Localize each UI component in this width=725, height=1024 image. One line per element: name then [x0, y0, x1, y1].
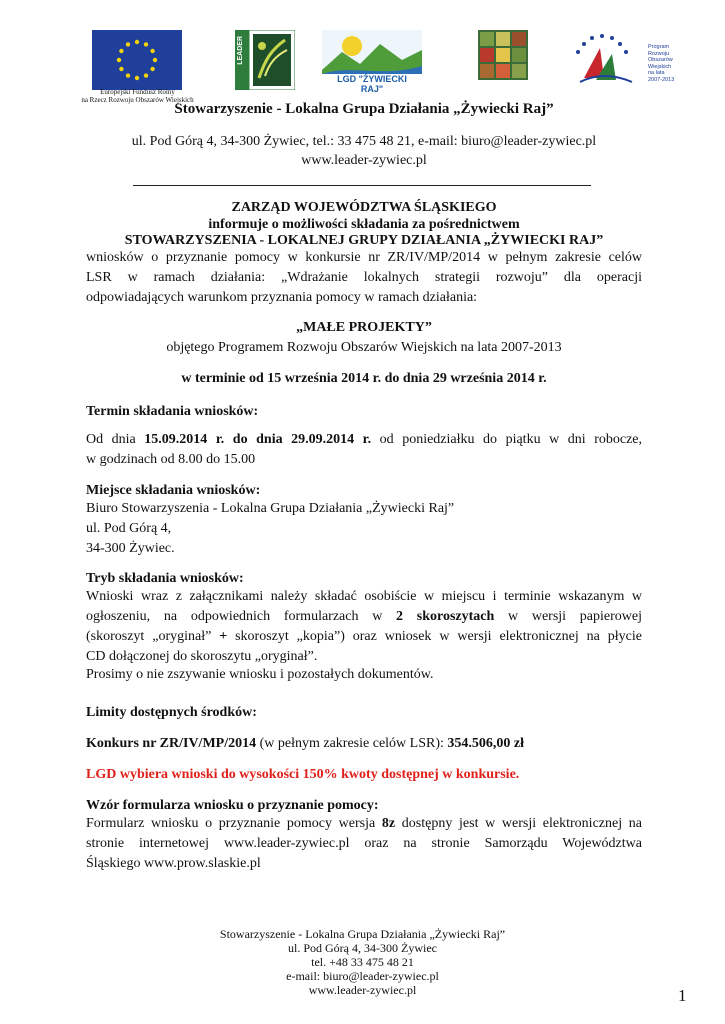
- eu-flag-logo: [92, 30, 182, 90]
- mode-heading: Tryb składania wniosków:: [86, 571, 244, 586]
- announcement-org: STOWARZYSZENIA - LOKALNEJ GRUPY DZIAŁANIA „ŻYWIECKI RAJ”: [124, 233, 604, 248]
- mode-binders: 2 skoroszytach: [396, 609, 495, 624]
- leader-logo: [235, 30, 295, 90]
- place-line: Biuro Stowarzyszenia - Lokalna Grupa Działania „Żywiecki Raj”: [86, 501, 455, 516]
- place-line: 34-300 Żywiec.: [86, 541, 175, 556]
- prow-caption-line: Program: [648, 44, 670, 50]
- contest-amount: 354.506,00 zł: [447, 736, 524, 751]
- mode-text: (skoroszyt „oryginał”: [86, 629, 220, 644]
- contest-line: [86, 734, 642, 754]
- header-website: www.leader-zywiec.pl: [301, 153, 427, 168]
- eu-caption-line: na Rzecz Rozwoju Obszarów Wiejskich: [81, 96, 194, 104]
- contest-label: Konkurs nr ZR/IV/MP/2014: [86, 736, 257, 751]
- prow-caption-line: Obszarów: [648, 57, 673, 63]
- deadline-text: [86, 430, 642, 450]
- form-line: Śląskiego www.prow.slaskie.pl: [86, 856, 261, 871]
- intro-line: odpowiadających warunkom przyznania pomocy w ramach działania:: [86, 290, 478, 305]
- prow-logo: [570, 28, 680, 90]
- footer-email: e-mail: biuro@leader-zywiec.pl: [286, 969, 439, 983]
- deadline-od: Od dnia: [86, 432, 145, 447]
- mode-plus: +: [219, 629, 228, 644]
- announcement-subtitle: informuje o możliwości składania za pośrednictwem: [208, 217, 520, 232]
- footer-website: www.leader-zywiec.pl: [308, 983, 417, 997]
- program-scope: objętego Programem Rozwoju Obszarów Wiejskich na lata 2007-2013: [166, 340, 562, 355]
- footer-phone: tel. +48 33 475 48 21: [311, 955, 414, 969]
- program-name: „MAŁE PROJEKTY”: [296, 320, 432, 335]
- announcement-title: ZARZĄD WOJEWÓDZTWA ŚLĄSKIEGO: [231, 200, 497, 215]
- header-divider: [133, 185, 591, 186]
- footer-address: ul. Pod Górą 4, 34-300 Żywiec: [288, 941, 437, 955]
- mode-line: CD dołączonej do skoroszytu „oryginał”.: [86, 649, 318, 664]
- eu-stars-icon: [92, 30, 182, 90]
- contest-scope: (w pełnym zakresie celów LSR):: [256, 736, 448, 751]
- page-number: 1: [678, 986, 687, 1005]
- deadline-hours: w godzinach od 8.00 do 15.00: [86, 452, 256, 467]
- prow-caption-line: Rozwoju: [648, 50, 670, 57]
- deadline-dates: 15.09.2014 r. do dnia 29.09.2014 r.: [144, 432, 372, 447]
- lgd-note: LGD wybiera wnioski do wysokości 150% kwoty dostępnej w konkursie.: [86, 767, 520, 782]
- submission-term: w terminie od 15 września 2014 r. do dnia 29 września 2014 r.: [181, 371, 547, 386]
- prow-caption-line: Wiejskich: [648, 63, 672, 70]
- mosaic-logo: [478, 30, 528, 80]
- mode-line: Prosimy o nie zszywanie wniosku i pozostałych dokumentów.: [86, 667, 434, 682]
- mode-line: Wnioski wraz z załącznikami należy składać osobiście w miejscu i terminie wskazanym w: [86, 589, 642, 604]
- lgd-badge-text: LGD "ŻYWIECKI RAJ": [337, 74, 407, 94]
- form-line: stronie internetowej www.leader-zywiec.pl oraz na stronie Samorządu Województwa: [86, 836, 642, 851]
- form-heading: Wzór formularza wniosku o przyznanie pomocy:: [86, 798, 379, 813]
- limits-heading: Limity dostępnych środków:: [86, 705, 257, 720]
- footer-org: Stowarzyszenie - Lokalna Grupa Działania „Żywiecki Raj”: [219, 927, 506, 941]
- form-version: 8z: [381, 816, 396, 831]
- prow-emblem-icon: [570, 28, 645, 90]
- lgd-zywiecki-raj-logo: [322, 30, 422, 94]
- mode-line: [86, 607, 642, 627]
- mosaic-icon: [478, 30, 528, 80]
- header-org-name: Stowarzyszenie - Lokalna Grupa Działania „Żywiecki Raj”: [174, 101, 554, 117]
- mode-line: [86, 627, 642, 647]
- deadline-heading: Termin składania wniosków:: [86, 404, 259, 419]
- form-text: Formularz wniosku o przyznanie pomocy wersja: [86, 816, 382, 831]
- mode-text: skoroszyt „kopia”) oraz wniosek w wersji elektronicznej na płycie: [227, 629, 642, 644]
- intro-line: LSR w ramach działania: „Wdrażanie lokalnych strategii rozwoju” dla operacji: [86, 270, 642, 285]
- form-text: dostępny jest w wersji elektronicznej na: [395, 816, 642, 831]
- place-heading: Miejsce składania wniosków:: [86, 483, 261, 498]
- mode-text: ogłoszeniu, na odpowiednich formularzach w: [86, 609, 397, 624]
- prow-caption-line: na lata 2007-2013: [648, 70, 675, 83]
- prow-caption: [648, 44, 680, 83]
- form-line: [86, 814, 642, 834]
- eu-caption-line: Europejski Fundusz Rolny: [100, 88, 175, 96]
- place-line: ul. Pod Górą 4,: [86, 521, 172, 536]
- mode-text: w wersji papierowej: [494, 609, 642, 624]
- leader-vertical-text: LEADER: [237, 36, 244, 65]
- header-address: ul. Pod Górą 4, 34-300 Żywiec, tel.: 33 475 48 21, e-mail: biuro@leader-zywiec.pl: [131, 134, 597, 149]
- intro-line: wniosków o przyznanie pomocy w konkursie nr ZR/IV/MP/2014 w pełnym zakresie celów: [86, 250, 642, 265]
- deadline-rest: od poniedziałku do piątku w dni robocze,: [371, 432, 642, 447]
